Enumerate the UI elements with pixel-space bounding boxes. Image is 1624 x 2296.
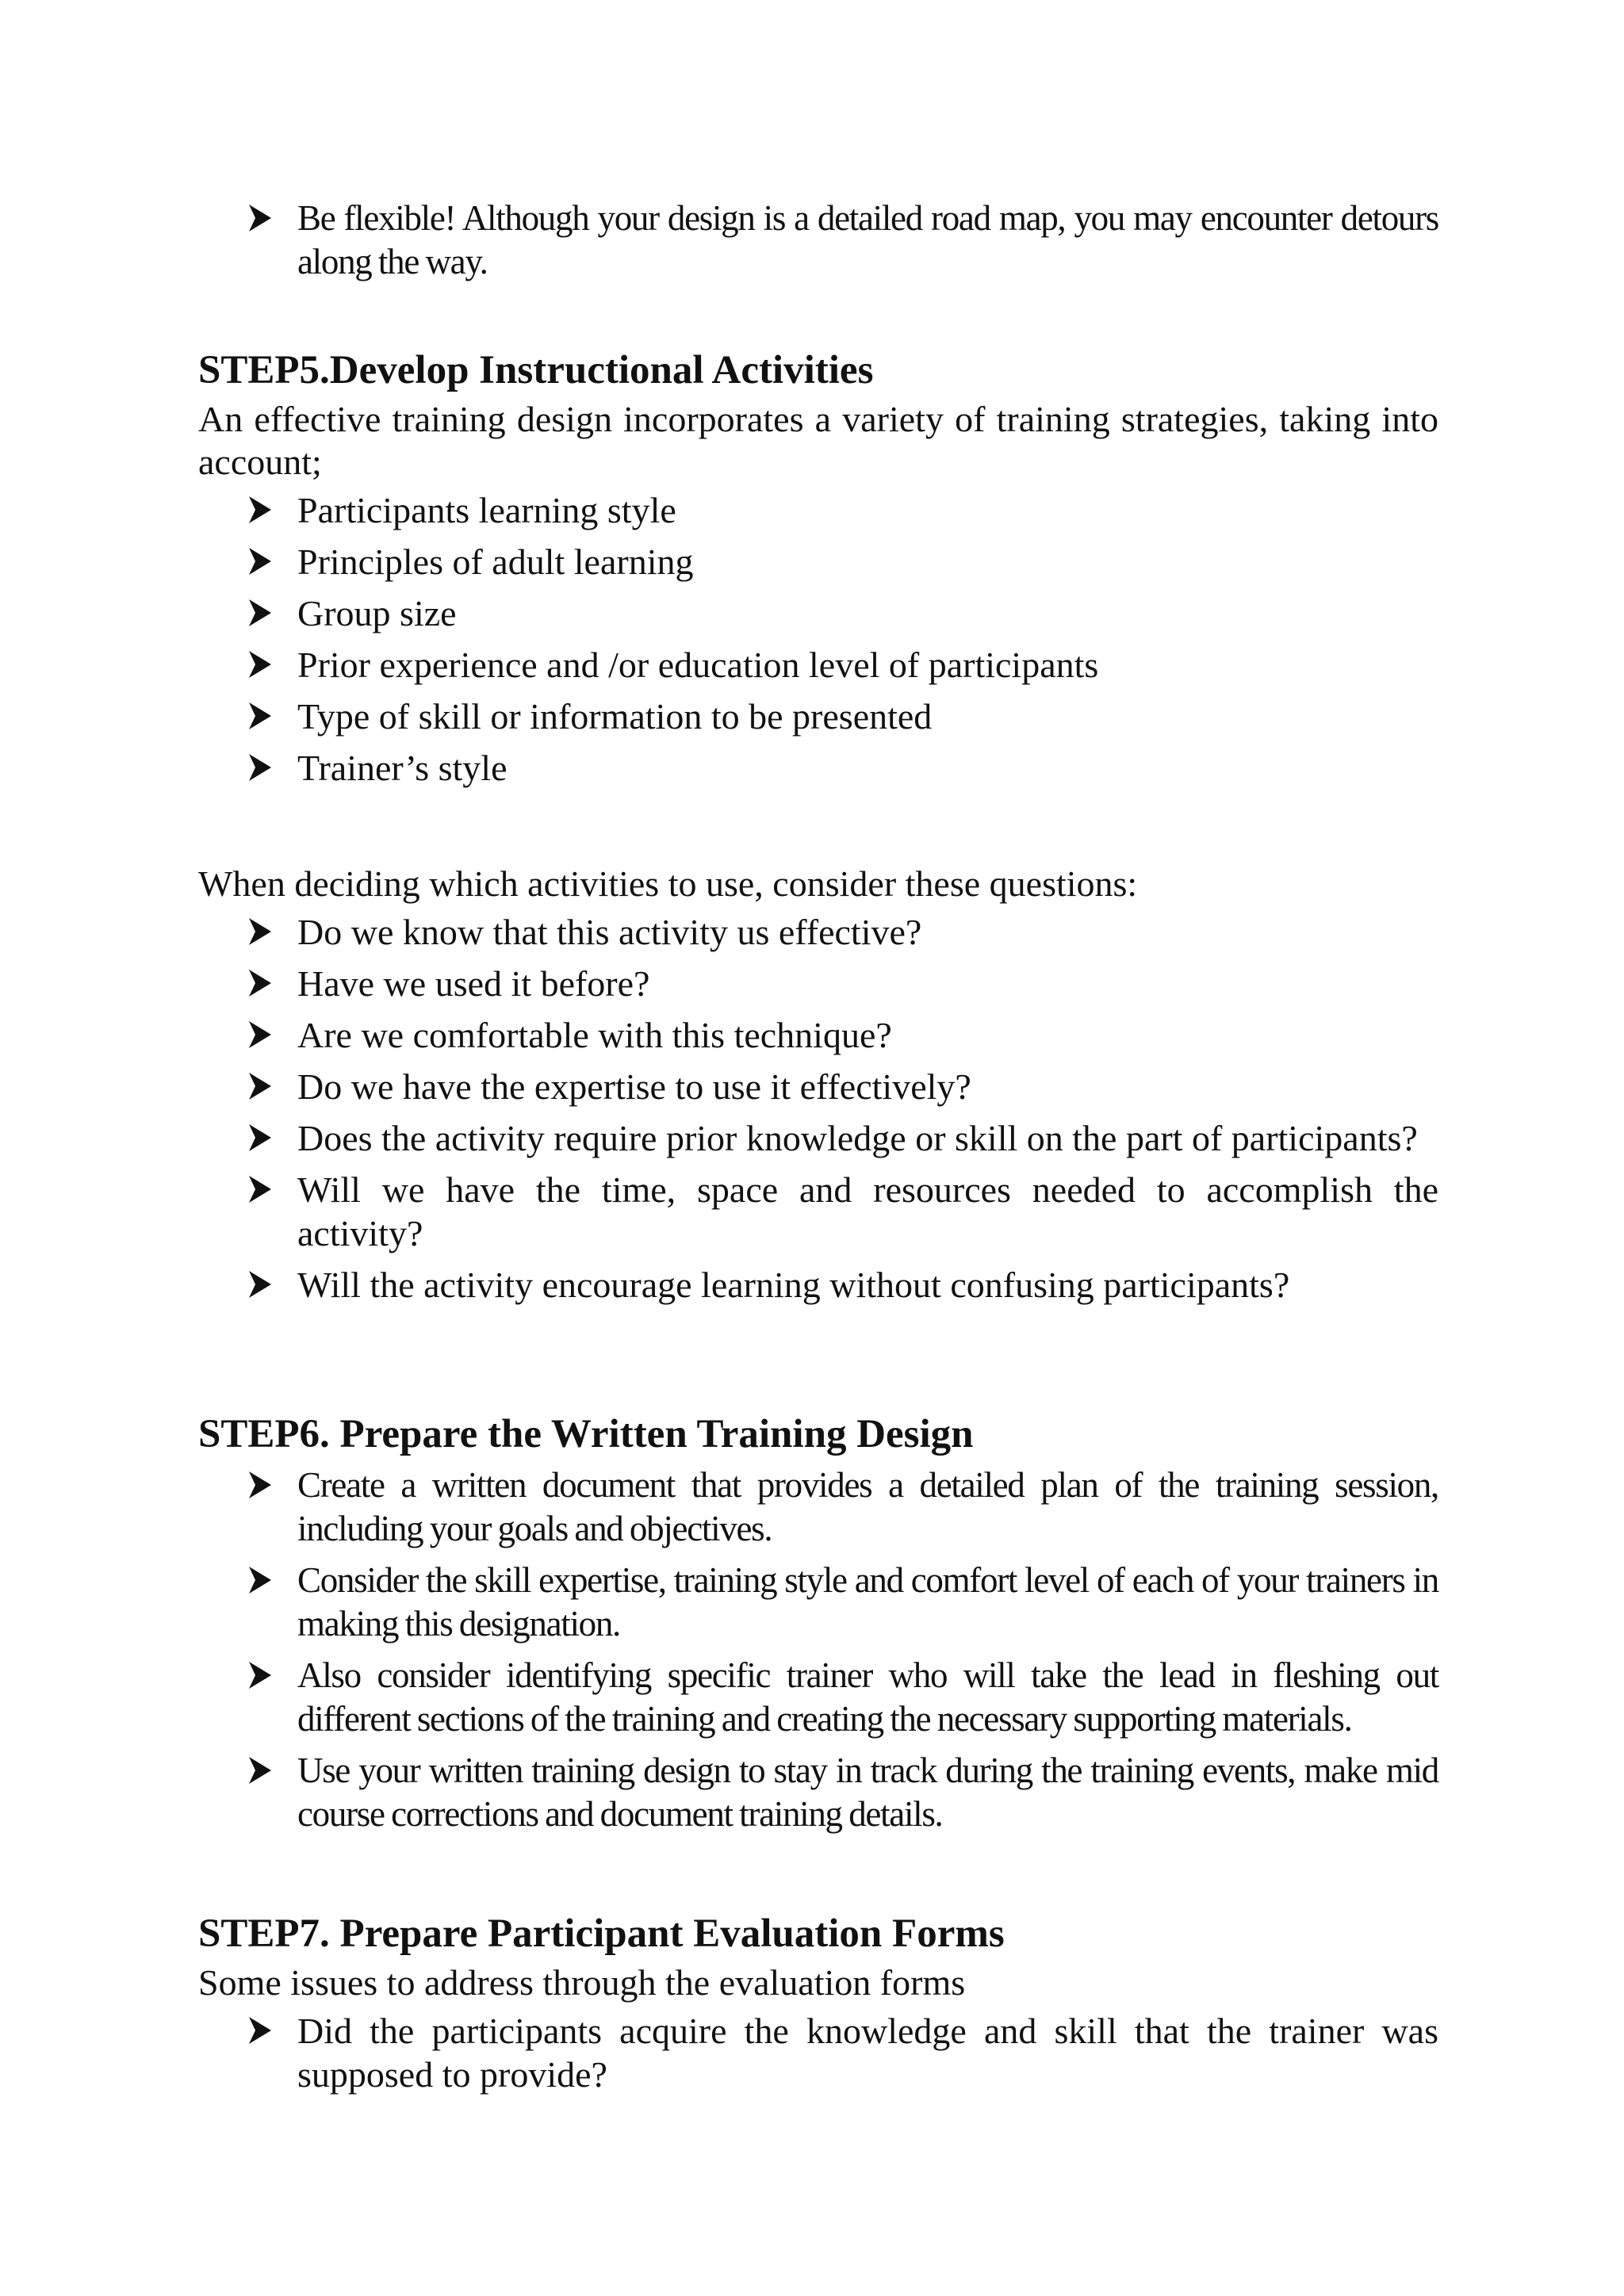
bullet-text: Did the participants acquire the knowledge and skill that the trainer was supposed to provide? — [297, 2011, 1438, 2095]
list-item — [198, 488, 1438, 532]
bullet-text: Type of skill or information to be presented — [297, 696, 933, 737]
bullet-text: Prior experience and /or education level of participants — [297, 645, 1099, 685]
bullet-text: Participants learning style — [297, 490, 676, 530]
intro-section — [198, 197, 1438, 292]
list-item — [198, 1116, 1438, 1160]
list-item — [198, 1013, 1438, 1057]
bullet-text: Do we know that this activity us effective? — [297, 912, 922, 952]
list-item — [198, 1654, 1438, 1741]
arrow-bullet-icon — [247, 916, 273, 947]
bullet-text: Use your written training design to stay in track during the training events, make mid course corrections and document training details. — [297, 1751, 1438, 1834]
arrow-bullet-icon — [247, 546, 273, 576]
list-item — [198, 746, 1438, 790]
list-item — [198, 591, 1438, 635]
arrow-bullet-icon — [247, 1755, 273, 1785]
list-item — [198, 962, 1438, 1005]
list-item — [198, 910, 1438, 954]
list-item — [198, 1065, 1438, 1108]
questions-intro: When deciding which activities to use, consider these questions: — [198, 863, 1138, 904]
list-item — [198, 197, 1438, 284]
arrow-bullet-icon — [247, 1565, 273, 1595]
arrow-bullet-icon — [247, 1269, 273, 1299]
bullet-text: Principles of adult learning — [297, 541, 694, 582]
list-item — [198, 1749, 1438, 1836]
arrow-bullet-icon — [247, 203, 273, 233]
document-page — [198, 0, 1438, 2296]
question-list — [198, 910, 1438, 1307]
section-intro: Some issues to address through the evaluation forms — [198, 1962, 966, 2003]
list-item — [198, 643, 1438, 687]
questions-section — [198, 863, 1438, 1314]
step7-section — [198, 1909, 1438, 2104]
arrow-bullet-icon — [247, 1071, 273, 1101]
arrow-bullet-icon — [247, 1123, 273, 1153]
bullet-text: Consider the skill expertise, training style and comfort level of each of your trainers in making this designation. — [297, 1560, 1438, 1644]
bullet-text: Does the activity require prior knowledge or skill on the part of participants? — [297, 1118, 1418, 1158]
arrow-bullet-icon — [247, 1470, 273, 1500]
factor-list — [198, 488, 1438, 790]
step7-bullet-list — [198, 2009, 1438, 2096]
list-item — [198, 1263, 1438, 1307]
arrow-bullet-icon — [247, 1020, 273, 1050]
bullet-text: Are we comfortable with this technique? — [297, 1015, 892, 1055]
section-heading: STEP7. Prepare Participant Evaluation Forms — [198, 1911, 1005, 1956]
list-item — [198, 2009, 1438, 2096]
list-item — [198, 540, 1438, 584]
arrow-bullet-icon — [247, 649, 273, 679]
arrow-bullet-icon — [247, 598, 273, 628]
bullet-text: Group size — [297, 593, 457, 633]
section-heading: STEP6. Prepare the Written Training Design — [198, 1412, 974, 1456]
step6-bullet-list — [198, 1464, 1438, 1836]
arrow-bullet-icon — [247, 968, 273, 998]
bullet-text: Do we have the expertise to use it effectively? — [297, 1066, 971, 1107]
section-intro: An effective training design incorporates a variety of training strategies, taking into account; — [198, 399, 1438, 482]
list-item — [198, 1464, 1438, 1551]
intro-bullet-list — [198, 197, 1438, 284]
arrow-bullet-icon — [247, 2015, 273, 2045]
bullet-text: Will we have the time, space and resources needed to accomplish the activity? — [297, 1169, 1438, 1253]
list-item — [198, 1168, 1438, 1255]
bullet-text: Will the activity encourage learning without confusing participants? — [297, 1265, 1290, 1305]
arrow-bullet-icon — [247, 1174, 273, 1204]
step6-section — [198, 1410, 1438, 1844]
arrow-bullet-icon — [247, 495, 273, 525]
arrow-bullet-icon — [247, 752, 273, 783]
bullet-text: Also consider identifying specific trainer who will take the lead in fleshing out different sections of the training and creating the necessary supporting materials. — [297, 1655, 1438, 1739]
list-item — [198, 1559, 1438, 1646]
step5-section — [198, 346, 1438, 798]
bullet-text: Trainer’s style — [297, 748, 508, 788]
section-heading: STEP5.Develop Instructional Activities — [198, 348, 874, 392]
bullet-text: Create a written document that provides a detailed plan of the training session, including your goals and objectives. — [297, 1465, 1438, 1548]
arrow-bullet-icon — [247, 1660, 273, 1690]
bullet-text: Be flexible! Although your design is a detailed road map, you may encounter detours along the way. — [297, 198, 1438, 281]
bullet-text: Have we used it before? — [297, 963, 650, 1004]
arrow-bullet-icon — [247, 701, 273, 731]
list-item — [198, 695, 1438, 738]
